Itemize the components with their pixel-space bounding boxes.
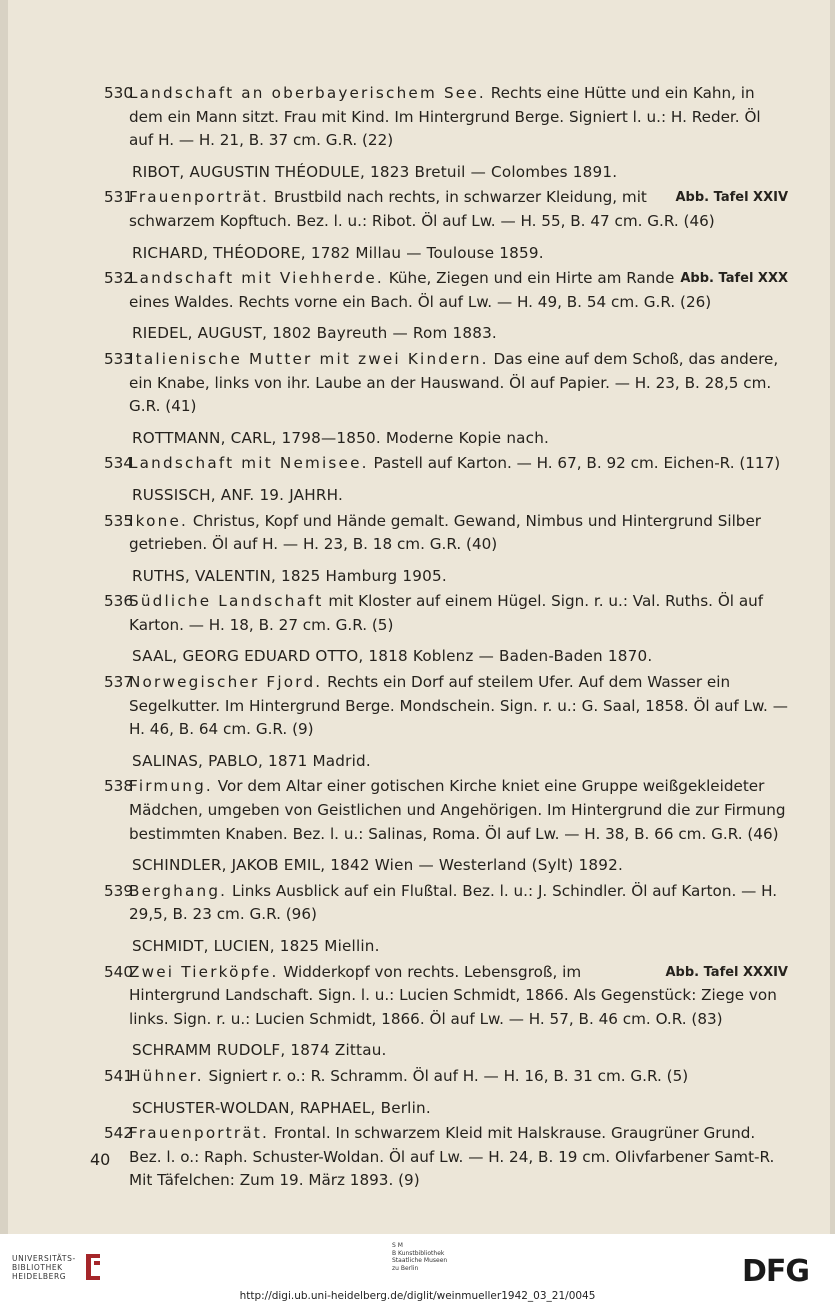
lot-title: Südliche Landschaft: [129, 592, 324, 611]
catalog-entry: [8, 1065, 788, 1089]
lot-number: 540: [104, 962, 133, 981]
lot-title: Landschaft mit Viehherde.: [129, 269, 384, 288]
catalog-entry: [8, 186, 788, 233]
artist-heading: RUTHS, VALENTIN, 1825 Hamburg 1905.: [132, 566, 447, 585]
lot-title: Ikone.: [129, 511, 189, 530]
lot-title: Berghang.: [129, 881, 228, 900]
lot-details: mit Kloster auf einem Hügel. Sign. r. u.: Val. Ruths. Öl auf Karton. — H. 18, B. 27 cm. G.R. (5): [129, 592, 764, 634]
artist-heading: SCHMIDT, LUCIEN, 1825 Miellin.: [132, 937, 380, 955]
catalog-entry: [8, 510, 788, 557]
dfg-logo[interactable]: DFG: [742, 1254, 810, 1289]
lot-description: [129, 267, 788, 314]
lot-description: [129, 1065, 788, 1089]
lot-details: Brustbild nach rechts, in schwarzer Kleidung, mit schwarzem Kopftuch. Bez. l. u.: Ribot. Öl auf Lw. — H. 55, B. 47 cm. G.R. (46): [129, 188, 715, 230]
plate-reference: Abb. Tafel XXXIV: [665, 964, 788, 980]
lot-number: 541: [104, 1066, 133, 1085]
uni-line: UNIVERSITÄTS-: [12, 1253, 76, 1263]
lot-number: 535: [104, 511, 133, 530]
lot-number: 538: [104, 777, 133, 796]
lot-title: Firmung.: [129, 777, 213, 796]
lot-title: Frauenporträt.: [129, 188, 270, 207]
page-number: 40: [90, 1150, 111, 1169]
lot-description: [129, 82, 788, 153]
catalog-entry: [8, 961, 788, 1032]
catalog-entry: [8, 82, 788, 153]
uni-heidelberg-logo[interactable]: [12, 1252, 104, 1282]
artist-heading: RUSSISCH, ANF. 19. JAHRH.: [132, 485, 343, 504]
lot-title: Norwegischer Fjord.: [129, 673, 323, 692]
artist-heading: ROTTMANN, CARL, 1798—1850. Moderne Kopie nach.: [132, 428, 550, 447]
artist-heading: SCHRAMM RUDOLF, 1874 Zittau.: [132, 1041, 387, 1060]
uni-line: BIBLIOTHEK: [12, 1262, 63, 1272]
lot-details: Vor dem Altar einer gotischen Kirche kniet eine Gruppe weißgekleideter Mädchen, umgeben von Geistlichen und Angehörigen. Im Hintergrund die zur Firmung bestimmten Knaben. Bez. l. u.: Salinas, Roma. Öl auf Lw. — H. 38, B. 66 cm. G.R. (46): [129, 777, 786, 843]
uni-seal-icon: [82, 1252, 104, 1282]
lot-number: 531: [104, 188, 133, 207]
catalog-page: [8, 0, 830, 1234]
kb-line: Staatliche Museen: [392, 1257, 448, 1264]
lot-number: 542: [104, 1124, 133, 1143]
lot-description: [129, 961, 788, 1032]
lot-details: Das eine auf dem Schoß, das andere, ein Knabe, links von ihr. Laube an der Hauswand. Öl auf Papier. — H. 23, B. 28,5 cm. G.R. (41): [129, 349, 779, 416]
lot-title: Frauenporträt.: [129, 1124, 270, 1143]
catalog-entry: [8, 590, 788, 637]
catalog-entry: [8, 267, 788, 314]
uni-line: HEIDELBERG: [12, 1271, 67, 1281]
lot-number: 530: [104, 84, 133, 102]
catalog-entry: [8, 880, 788, 927]
catalog-body: [8, 82, 830, 1193]
lot-number: 532: [104, 269, 133, 288]
lot-description: [129, 186, 788, 233]
lot-details: Christus, Kopf und Hände gemalt. Gewand, Nimbus und Hintergrund Silber getrieben. Öl auf H. — H. 23, B. 18 cm. G.R. (40): [129, 511, 762, 554]
lot-number: 537: [104, 673, 133, 692]
artist-heading: SCHINDLER, JAKOB EMIL, 1842 Wien — Westerland (Sylt) 1892.: [132, 856, 623, 875]
lot-description: [129, 671, 788, 742]
lot-details: Links Ausblick auf ein Flußtal. Bez. l. u.: J. Schindler. Öl auf Karton. — H. 29,5, B. 23 cm. G.R. (96): [129, 881, 778, 924]
artist-heading: RIEDEL, AUGUST, 1802 Bayreuth — Rom 1883.: [132, 324, 497, 343]
kb-line: S M: [392, 1242, 403, 1249]
lot-description: [129, 590, 788, 637]
artist-heading: SAAL, GEORG EDUARD OTTO, 1818 Koblenz — Baden-Baden 1870.: [132, 647, 653, 666]
lot-details: Frontal. In schwarzem Kleid mit Halskrause. Graugrüner Grund. Bez. l. o.: Raph. Schuster-Woldan. Öl auf Lw. — H. 24, B. 19 cm. Olivfarbener Samt-R. Mit Täfelchen: Zum 19. März 1893. (9): [129, 1124, 775, 1190]
lot-title: Landschaft an oberbayerischem See.: [129, 84, 486, 102]
lot-description: [129, 1122, 788, 1193]
lot-description: [129, 348, 788, 419]
lot-title: Landschaft mit Nemisee.: [129, 454, 369, 473]
lot-description: [129, 880, 788, 927]
lot-details: Rechts ein Dorf auf steilem Ufer. Auf dem Wasser ein Segelkutter. Im Hintergrund Berge. Mondschein. Sign. r. u.: G. Saal, 1858. Öl auf Lw. — H. 46, B. 64 cm. G.R. (9): [129, 673, 788, 739]
plate-reference: Abb. Tafel XXIV: [675, 190, 788, 206]
artist-heading: SALINAS, PABLO, 1871 Madrid.: [132, 751, 371, 770]
uni-name: [12, 1254, 76, 1281]
kb-line: B Kunstbibliothek: [392, 1249, 445, 1257]
artist-heading: RIBOT, AUGUSTIN THÉODULE, 1823 Bretuil — Colombes 1891.: [132, 162, 618, 181]
lot-number: 539: [104, 881, 133, 900]
kb-line: zu Berlin: [392, 1264, 419, 1272]
catalog-entry: [8, 1122, 788, 1193]
catalog-entry: [8, 452, 788, 476]
lot-description: [129, 775, 788, 846]
artist-heading: SCHUSTER-WOLDAN, RAPHAEL, Berlin.: [132, 1098, 431, 1117]
lot-number: 534: [104, 454, 133, 473]
lot-number: 533: [104, 349, 133, 368]
lot-title: Hühner.: [129, 1066, 204, 1085]
lot-details: Widderkopf von rechts. Lebensgroß, im Hintergrund Landschaft. Sign. l. u.: Lucien Schmidt, 1866. Als Gegenstück: Ziege von links. Sign. r. u.: Lucien Schmidt, 1866. Öl auf Lw. — H. 57, B. 46 cm. O.R. (83): [129, 962, 777, 1028]
source-url[interactable]: http://digi.ub.uni-heidelberg.de/diglit/weinmueller1942_03_21/0045: [239, 1290, 596, 1302]
lot-title: Italienische Mutter mit zwei Kindern.: [129, 349, 489, 368]
catalog-entry: [8, 775, 788, 846]
lot-details: Rechts eine Hütte und ein Kahn, in dem ein Mann sitzt. Frau mit Kind. Im Hintergrund Berge. Signiert l. u.: H. Reder. Öl auf H. — H. 21, B. 37 cm. G.R. (22): [129, 84, 761, 150]
lot-number: 536: [104, 592, 133, 611]
catalog-entry: [8, 671, 788, 742]
lot-details: Pastell auf Karton. — H. 67, B. 92 cm. Eichen-R. (117): [368, 454, 781, 473]
lot-details: Signiert r. o.: R. Schramm. Öl auf H. — H. 16, B. 31 cm. G.R. (5): [203, 1066, 689, 1085]
lot-details: Kühe, Ziegen und ein Hirte am Rande eines Waldes. Rechts vorne ein Bach. Öl auf Lw. — H. 49, B. 54 cm. G.R. (26): [129, 269, 712, 311]
lot-title: Zwei Tierköpfe.: [129, 962, 279, 981]
footer-bar: [0, 1234, 835, 1304]
lot-description: [129, 510, 788, 557]
kunstbibliothek-logo[interactable]: [392, 1242, 447, 1272]
plate-reference: Abb. Tafel XXX: [680, 271, 788, 287]
catalog-entry: [8, 348, 788, 419]
artist-heading: RICHARD, THÉODORE, 1782 Millau — Toulouse 1859.: [132, 243, 544, 262]
lot-description: [129, 452, 788, 476]
